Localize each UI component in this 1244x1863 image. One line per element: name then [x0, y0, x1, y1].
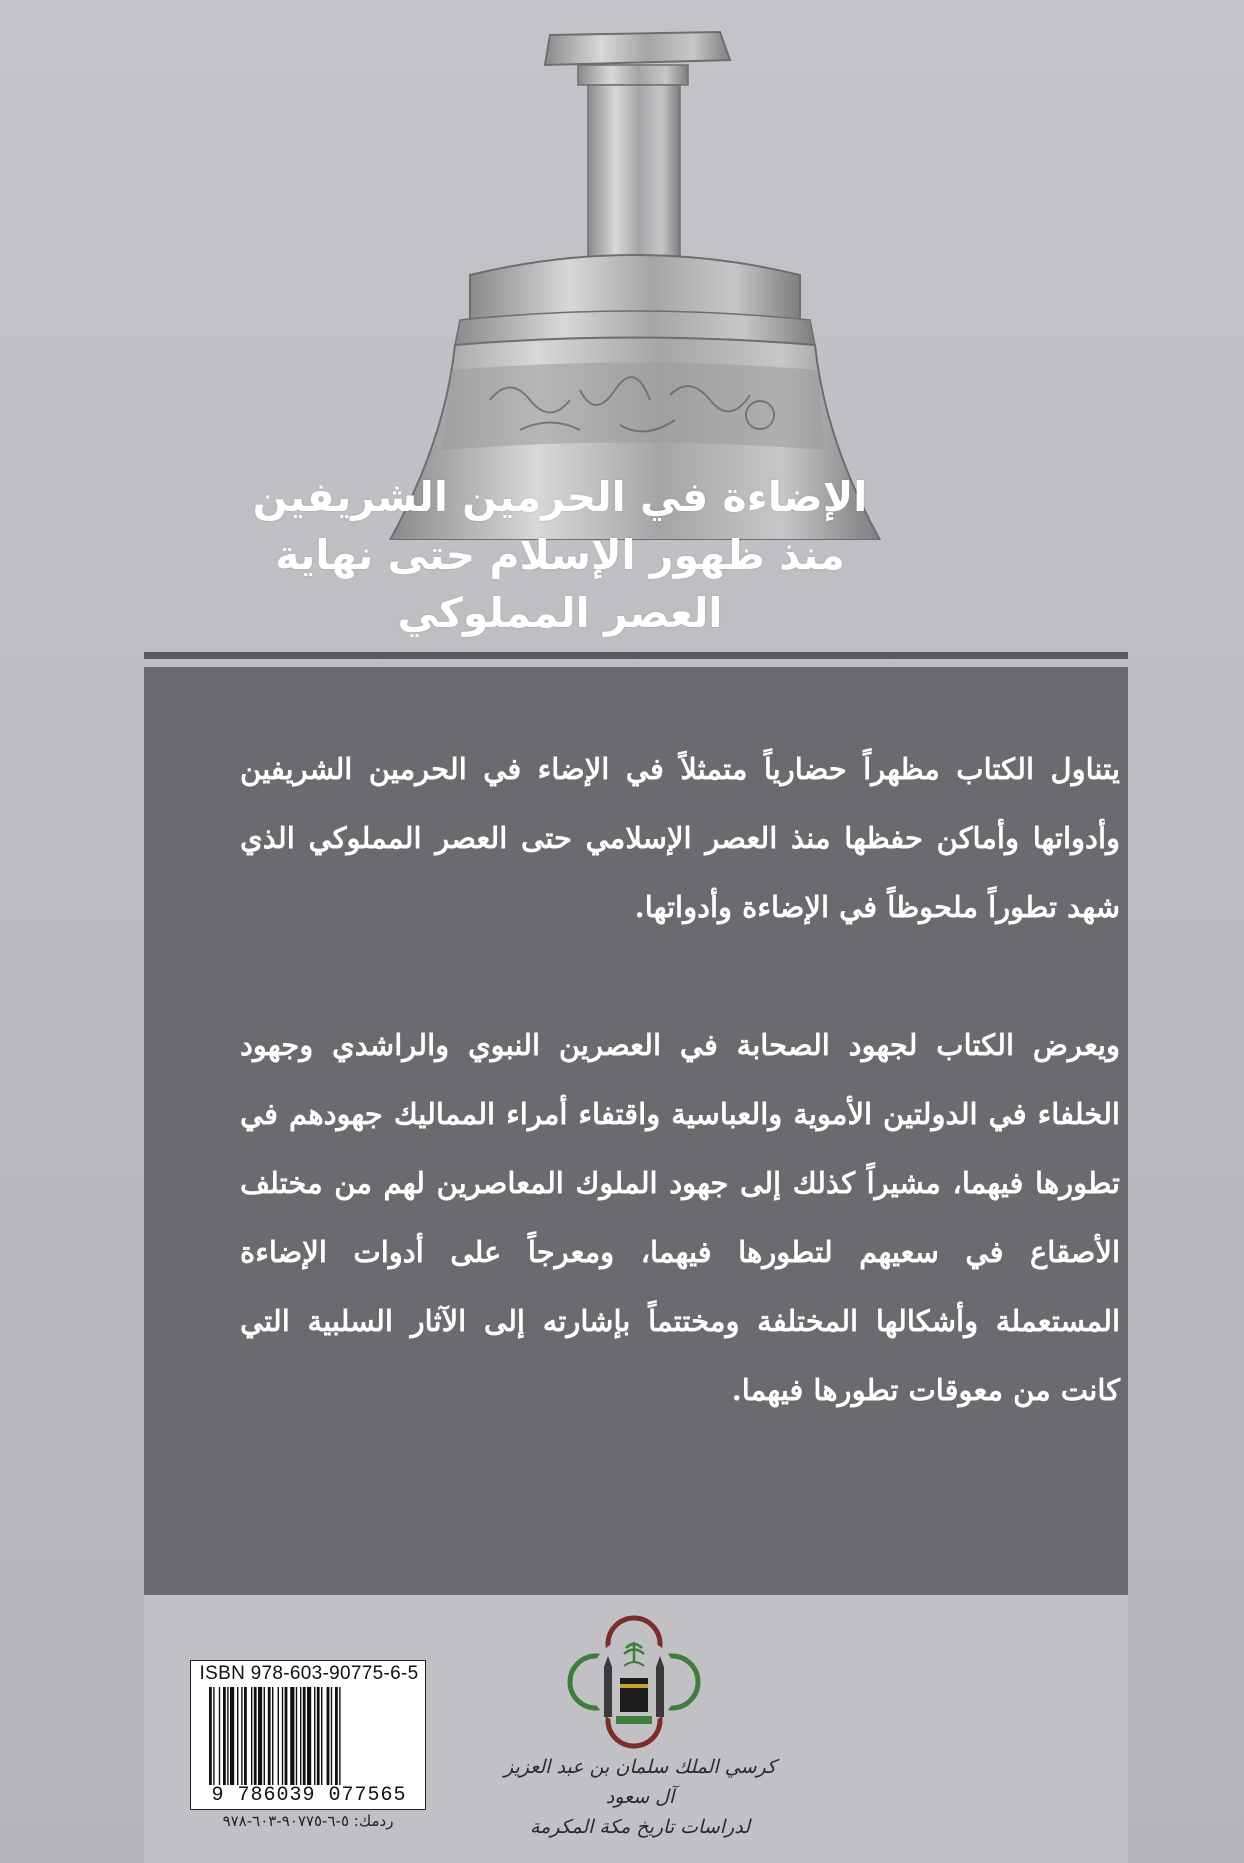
candlestick-image: [320, 20, 920, 540]
publisher-logo: [564, 1612, 704, 1752]
barcode-bar: [223, 1687, 226, 1785]
barcode-bar: [244, 1687, 247, 1785]
barcode-digits: 9 786039 077565: [211, 1784, 407, 1807]
barcode-bar: [339, 1687, 340, 1785]
barcode-bar: [321, 1687, 322, 1785]
book-title: [180, 468, 940, 642]
description-paragraph: ويعرض الكتاب لجهود الصحابة في العصرين النبوي والراشدي وجهود الخلفاء في الدولتين الأموية والعباسية واقتفاء أمراء المماليك جهودهم في تطورها فيهما، مشيراً كذلك إلى جهود الملوك المعاصرين لهم من مختلف الأصقاع في سعيهم لتطورها فيهما، ومعرجاً على أدوات الإضاءة المستعملة وأشكالها المختلفة ومختتماً بإشارته إلى الآثار السلبية التي كانت من معوقات تطورها فيهما.: [240, 1028, 1120, 1407]
barcode-bar: [290, 1687, 294, 1785]
barcode-bar: [282, 1687, 283, 1785]
barcode-bars: [205, 1687, 415, 1785]
barcode-bar: [209, 1687, 212, 1785]
title-line: العصر المملوكي: [397, 589, 723, 637]
barcode-bar: [278, 1687, 279, 1785]
barcode-bar: [264, 1687, 265, 1785]
barcode: [190, 1660, 426, 1810]
barcode-bar: [230, 1687, 234, 1785]
barcode-bar: [317, 1687, 320, 1785]
barcode-bar: [285, 1687, 288, 1785]
description-paragraph: يتناول الكتاب مظهراً حضارياً متمثلاً في الإضاء في الحرمين الشريفين وأدواتها وأماكن حفظها منذ العصر الإسلامي حتى العصر المملوكي الذي شهد تطوراً ملحوظاً في الإضاءة وأدواتها.: [240, 752, 1120, 924]
barcode-bar: [254, 1687, 257, 1785]
divider: [144, 652, 1128, 659]
barcode-bar: [227, 1687, 228, 1785]
barcode-bar: [307, 1687, 311, 1785]
barcode-bar: [241, 1687, 242, 1785]
barcode-bar: [327, 1687, 330, 1785]
barcode-bar: [251, 1687, 252, 1785]
barcode-bar: [272, 1687, 273, 1785]
barcode-bar: [296, 1687, 297, 1785]
publisher-name: [500, 1752, 780, 1842]
barcode-bar: [268, 1687, 271, 1785]
isbn-arabic: ردمك: ٥-٦-٩٠٧٧٥-٦٠٣-٩٧٨: [222, 1812, 394, 1830]
publisher-line: كرسي الملك سلمان بن عبد العزيز آل سعود: [503, 1756, 777, 1808]
barcode-bar: [335, 1687, 338, 1785]
barcode-bar: [219, 1687, 220, 1785]
barcode-bar: [314, 1687, 315, 1785]
description-text: [240, 735, 1120, 1425]
isbn-label: ISBN 978-603-90775-6-5: [199, 1663, 419, 1684]
publisher-line: لدراسات تاريخ مكة المكرمة: [530, 1816, 750, 1838]
barcode-bar: [258, 1687, 262, 1785]
title-line: منذ ظهور الإسلام حتى نهاية: [275, 531, 845, 579]
barcode-bar: [237, 1687, 238, 1785]
barcode-bar: [331, 1687, 332, 1785]
title-line: الإضاءة في الحرمين الشريفين: [252, 473, 868, 521]
barcode-bar: [213, 1687, 214, 1785]
barcode-bar: [303, 1687, 306, 1785]
barcode-bar: [300, 1687, 301, 1785]
